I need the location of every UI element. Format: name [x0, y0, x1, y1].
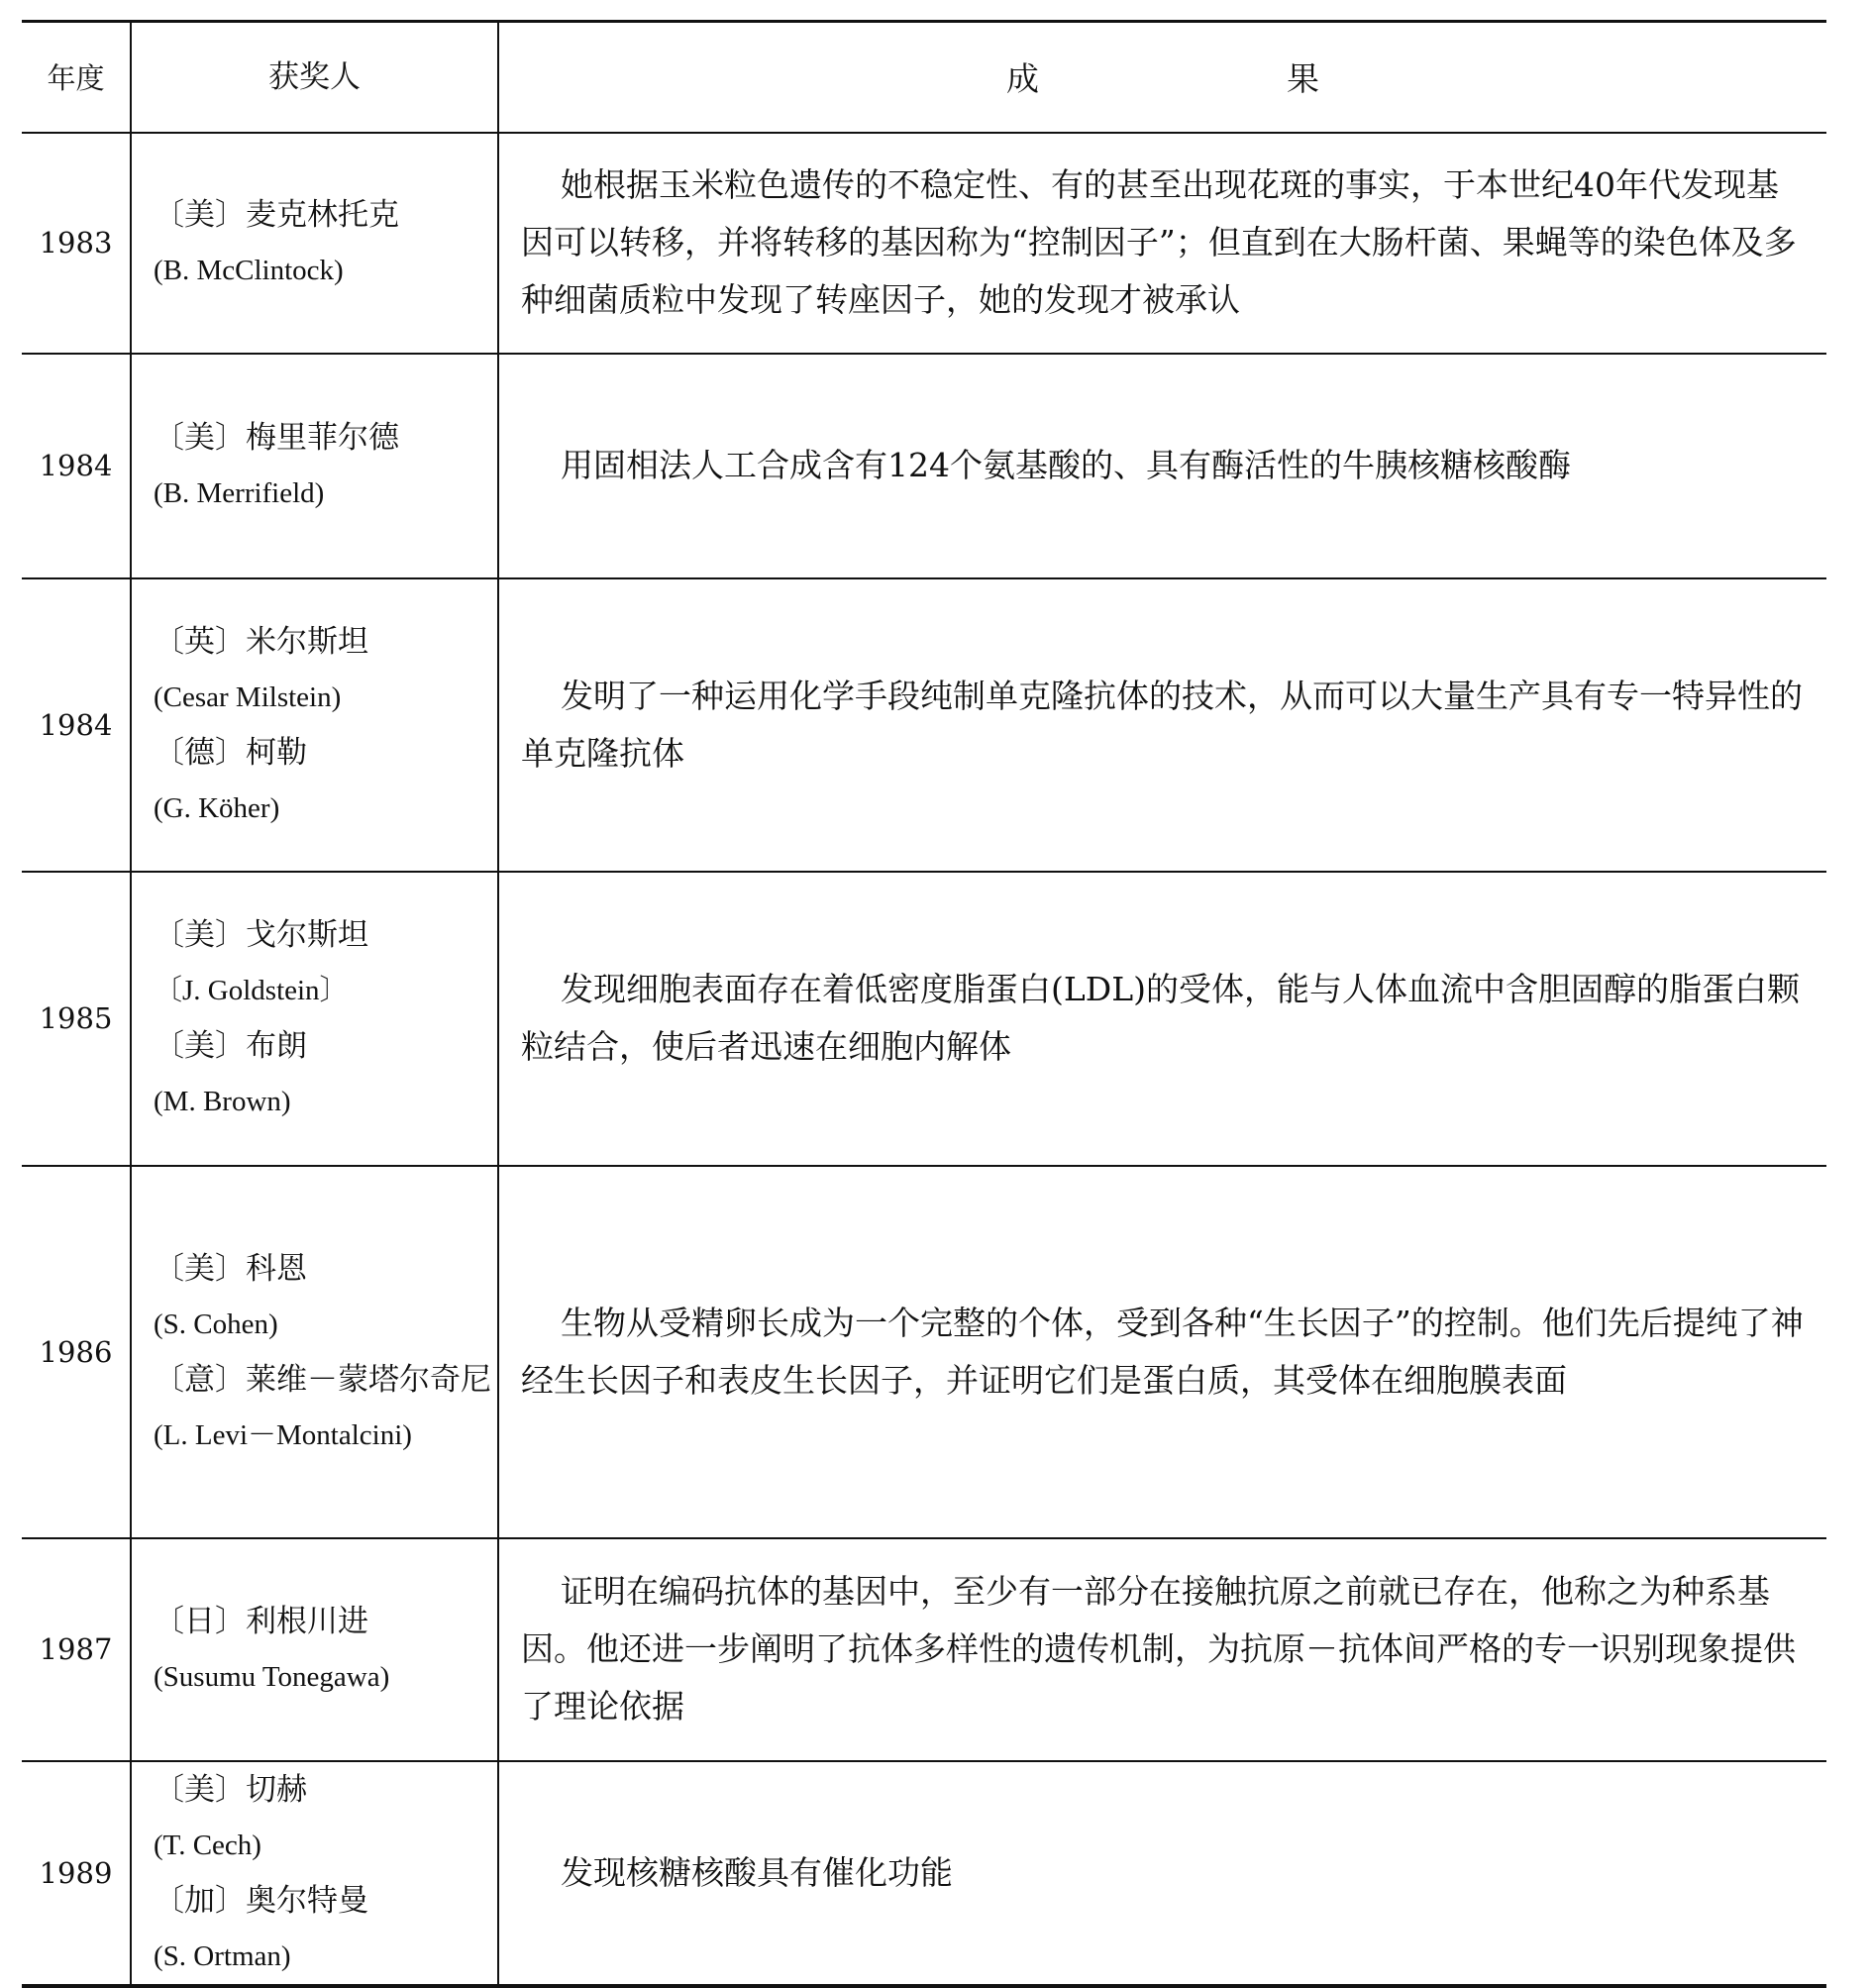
achievement-cell: 用固相法人工合成含有124个氨基酸的、具有酶活性的牛胰核糖核酸酶: [498, 354, 1826, 578]
year-cell: 1984: [22, 578, 131, 872]
achievement-cell: 发现核糖核酸具有催化功能: [498, 1761, 1826, 1986]
table-row: [22, 1761, 1826, 1986]
table-row: [22, 1538, 1826, 1761]
achievement-cell: 发明了一种运用化学手段纯制单克隆抗体的技术，从而可以大量生产具有专一特异性的单克隆抗体: [498, 578, 1826, 872]
laureate-name-en: (G. Köher): [154, 791, 280, 824]
laureate-name-zh: 〔英〕米尔斯坦: [154, 623, 368, 660]
laureate-cell: [131, 578, 498, 872]
achievement-cell: 发现细胞表面存在着低密度脂蛋白(LDL)的受体，能与人体血流中含胆固醇的脂蛋白颗粒结合，使后者迅速在细胞内解体: [498, 872, 1826, 1166]
laureate-name-en: (S. Ortman): [154, 1939, 291, 1972]
laureate-name-en: (T. Cech): [154, 1829, 261, 1861]
laureate-name-zh: 〔美〕切赫: [154, 1771, 307, 1808]
year-cell: 1989: [22, 1761, 131, 1986]
table-body: [22, 133, 1826, 1986]
laureate-name-zh: 〔加〕奥尔特曼: [154, 1882, 368, 1919]
laureate-cell: [131, 872, 498, 1166]
table-row: [22, 872, 1826, 1166]
laureate-name-en: (Susumu Tonegawa): [154, 1661, 390, 1693]
achievement-cell: 生物从受精卵长成为一个完整的个体，受到各种“生长因子”的控制。他们先后提纯了神经生长因子和表皮生长因子，并证明它们是蛋白质，其受体在细胞膜表面: [498, 1166, 1826, 1538]
year-cell: 1983: [22, 133, 131, 354]
laureate-cell: [131, 354, 498, 578]
year-cell: 1986: [22, 1166, 131, 1538]
laureate-name-zh: 〔美〕麦克林托克: [154, 197, 399, 233]
header-laureate: 获奖人: [131, 22, 498, 133]
laureate-name-en: 〔J. Goldstein〕: [154, 975, 349, 1006]
laureate-name-zh: 〔德〕柯勒: [154, 734, 307, 771]
laureate-name-zh: 〔美〕戈尔斯坦: [154, 917, 368, 953]
laureate-cell: [131, 1538, 498, 1761]
header-year: 年度: [22, 22, 131, 133]
table-row: [22, 578, 1826, 872]
table-row: [22, 1166, 1826, 1538]
laureate-cell: [131, 1761, 498, 1986]
laureate-name-zh: 〔美〕梅里菲尔德: [154, 420, 399, 456]
laureate-name-en: (L. Levi－Montalcini): [154, 1418, 412, 1451]
laureate-name-zh: 〔意〕莱维－蒙塔尔奇尼: [154, 1361, 491, 1398]
table-row: [22, 354, 1826, 578]
year-cell: 1985: [22, 872, 131, 1166]
header-achievement-part-2: 果: [1287, 59, 1319, 99]
nobel-laureates-table: [22, 20, 1826, 1988]
header-achievement: [498, 22, 1826, 133]
achievement-cell: 她根据玉米粒色遗传的不稳定性、有的甚至出现花斑的事实，于本世纪40年代发现基因可以转移，并将转移的基因称为“控制因子”；但直到在大肠杆菌、果蝇等的染色体及多种细菌质粒中发现了转座因子，她的发现才被承认: [498, 133, 1826, 354]
header-row: [22, 22, 1826, 133]
year-cell: 1987: [22, 1538, 131, 1761]
year-cell: 1984: [22, 354, 131, 578]
laureate-name-zh: 〔美〕布朗: [154, 1028, 307, 1064]
laureate-name-zh: 〔美〕科恩: [154, 1250, 307, 1287]
nobel-laureates-table-container: [22, 20, 1826, 1988]
laureate-name-zh: 〔日〕利根川进: [154, 1604, 368, 1639]
laureate-name-en: (B. Merrifield): [154, 477, 325, 509]
laureate-cell: [131, 133, 498, 354]
laureate-name-en: (Cesar Milstein): [154, 680, 342, 713]
header-achievement-part-1: 成: [1006, 59, 1039, 99]
achievement-cell: 证明在编码抗体的基因中，至少有一部分在接触抗原之前就已存在，他称之为种系基因。他还进一步阐明了抗体多样性的遗传机制，为抗原－抗体间严格的专一识别现象提供了理论依据: [498, 1538, 1826, 1761]
laureate-name-en: (B. McClintock): [154, 255, 344, 286]
table-header: [22, 22, 1826, 133]
laureate-cell: [131, 1166, 498, 1538]
laureate-name-en: (S. Cohen): [154, 1308, 278, 1340]
table-row: [22, 133, 1826, 354]
laureate-name-en: (M. Brown): [154, 1086, 291, 1117]
